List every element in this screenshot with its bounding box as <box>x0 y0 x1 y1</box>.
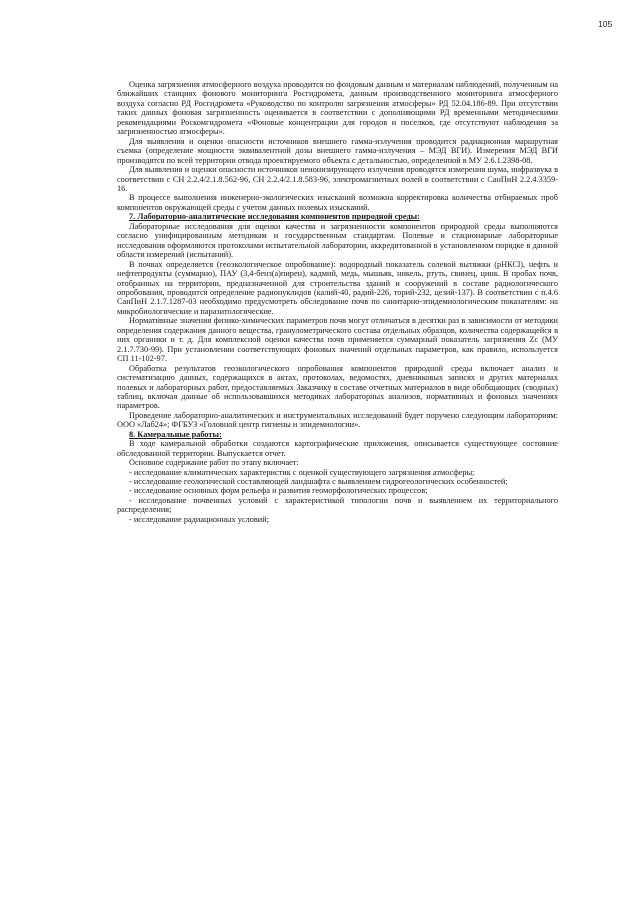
paragraph-soil-parameters: В почвах определяется (геоэкологическое опробование): водородный показатель солевой вытяжки (рНКСl), нефть и нефтепродукты (суммарно), ПАУ (3,4-бенз(а)пирен), кадмий, медь, мышьяк, никель, ртуть, свинец, цинк. В пробах почв, отобранных на территории, предназначенной для строительства зданий и сооружений в составе радиологического опробования, проводится определение радионуклидов (калий-40, радий-226, торий-232, цезий-137). В соответствии с п.4.6 СанПиН 2.1.7.1287-03 необходимо предусмотреть обследование почв по санитарно-эпидемиологическим показателям: на микробиологические и паразитологические. <box>117 259 558 316</box>
list-item: - исследование климатических характеристик с оценкой существующего загрязнения атмосферы; <box>129 467 475 477</box>
paragraph-non-ionizing-radiation: Для выявления и оценки опасности источников неионизирующего излучения проводятся измерения шума, инфразвука в соответствии с СН 2.2.4/2.1.8.562-96, СН 2.2.4/2.1.8.583-96, электромагнитных полей в соответствии с СанПиН 2.2.4.3359-16. <box>117 165 558 193</box>
paragraph-results-processing: Обработка результатов геоэкологического опробования компонентов природной среды включает анализ и систематизацию данных, содержащихся в актах, протоколах, ведомостях, дневниковых записях и других материалах полевых и лабораторных работ, предоставляемых Заказчику в составе отчетных материалов в виде обобщающих (сводных) таблиц, включая данные об использовавшихся методиках лабораторных анализов, нормативных и фоновых значениях параметров. <box>117 363 558 411</box>
paragraph-office-processing: В ходе камеральной обработки создаются картографические приложения, описывается существующее состояние обследованной территории. Выпускается отчет. <box>117 439 558 458</box>
list-item: - исследование почвенных условий с характеристикой типологии почв и выявлением их территориального распределения; <box>117 495 558 515</box>
list-item: - исследование основных форм рельефа и развития геоморфологических процессов; <box>129 486 428 496</box>
section-heading-office-work: 8. Камеральные работы: <box>129 429 222 439</box>
paragraph-air-pollution: Оценка загрязнения атмосферного воздуха проводится по фондовым данным и материалам наблюдений, полученным на ближайших станциях фонового мониторинга Росгидромета, данным производственного мониторинга атмосферного воздуха согласно РД Росгидромета «Руководство по контролю загрязнения атмосферы» РД 52.04.186-89. При отсутствии таких данных фоновая загрязненность оценивается в соответствии с дополняющими РД временными методическими рекомендациями Роскомгидромета «Фоновые концентрации для городов и поселков, где отсутствуют наблюдения за загрязненностью атмосферы». <box>117 80 558 137</box>
document-body <box>117 80 558 524</box>
paragraph-main-content: Основное содержание работ по этапу включает: <box>129 458 299 468</box>
paragraph-normative-values: Нормативные значения физико-химических параметров почв могут отличаться в десятки раз в зависимости от методики определения содержания данного вещества, гранулометрического состава отдельных образцов, количества содержащейся в них органики и т. д. Для комплексной оценки качества почв применяется суммарный показатель загрязнения Zc (МУ 2.1.7.730-99). При установлении соответствующих фоновых значений отдельных параметров, как правило, используется СП 11-102-97. <box>117 316 558 364</box>
paragraph-sample-correction: В процессе выполнения инженерно-экологических изысканий возможна корректировка количества отбираемых проб компонентов окружающей среды с учетом данных полевых изысканий. <box>117 193 558 212</box>
page-number: 105 <box>598 19 613 29</box>
list-item: - исследование геологической составляющей ландшафта с выявлением гидрогеологических особенностей; <box>129 477 508 487</box>
paragraph-laboratories: Проведение лабораторно-аналитических и инструментальных исследований будет поручено следующим лабораториям: ООО «Лаб24»; ФГБУЗ «Головной центр гигиены и эпидемиологии». <box>117 410 558 430</box>
list-item: - исследование радиационных условий; <box>129 514 269 524</box>
paragraph-lab-standards: Лабораторные исследования для оценки качества и загрязненности компонентов природной среды выполняются согласно унифицированным методикам и государственным стандартам. Полевые и стационарные лабораторные исследования оформляются протоколами испытательной лаборатории, аккредитованной в установленном порядке в данной области измерений (испытаний). <box>117 221 558 260</box>
section-heading-lab-research: 7. Лабораторно-аналитические исследования компонентов природной среды: <box>129 212 420 222</box>
paragraph-gamma-radiation: Для выявления и оценки опасности источников внешнего гамма-излучения проводится радиационная маршрутная съемка (определение мощности эквивалентной дозы внешнего гамма-излучения – МЭД ВГИ). Измерения МЭД ВГИ производятся по всей территории отвода проектируемого объекта с детальностью, определенной в МУ 2.6.1.2398-08. <box>117 136 558 165</box>
